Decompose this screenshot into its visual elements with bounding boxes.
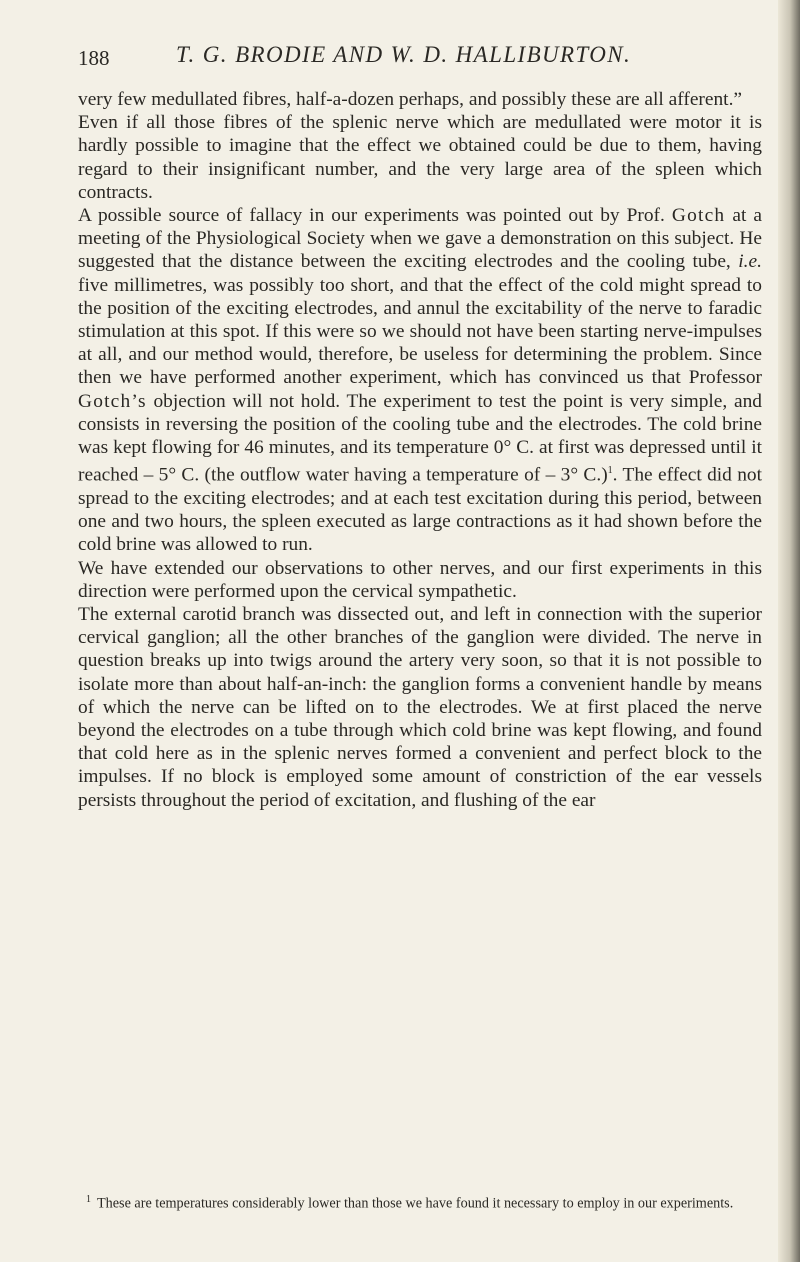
author-name-gotch: Gotch [671, 205, 726, 227]
footnote-text: These are temperatures considerably lower than those we have found it necessary to employ in our experiments. [97, 1195, 734, 1212]
body-text [78, 88, 762, 812]
paragraph-3-part-d: objection will not hold. The experiment to test the point is very simple, and consists in reversing the position of the cooling tube and the electrodes. The cold brine was kept flowing for 46 minutes, and its temperature 0° C. at first was depressed until it reached – 5° C. (the outflow water having a temperature of – 3° C.) [78, 390, 762, 486]
paragraph-3-part-e: . The effect did not spread to the exciting electrodes; and at each test excitation during this period, between one and two hours, the spleen executed as large contractions as it had shown before the cold brine was allowed to run. [78, 464, 762, 556]
paragraph-2: Even if all those fibres of the splenic nerve which are medullated were motor it is hardly possible to imagine that the effect we obtained could be due to them, having regard to their insignificant number, and the very large area of the spleen which contracts. [78, 112, 762, 203]
paragraph-4: We have extended our observations to other nerves, and our first experiments in this direction were performed upon the cervical sympathetic. [78, 557, 762, 602]
author-name-gotchs: Gotch’s [78, 390, 147, 412]
page-header [78, 42, 758, 78]
page-edge-shadow [778, 0, 800, 1262]
footnote-marker: 1 [86, 1194, 91, 1205]
page-number: 188 [78, 46, 110, 70]
paragraph-1: very few medullated fibres, half-a-dozen perhaps, and possibly these are all afferent.” [78, 89, 743, 110]
running-title: T. G. BRODIE AND W. D. HALLIBURTON. [176, 42, 632, 67]
paragraph-3-part-c: five millimetres, was possibly too short, and that the effect of the cold might spread to the position of the exciting electrodes, and annul the excitability of the nerve to faradic stimulation at this spot. If this were so we should not have been starting nerve-impulses at all, and our method would, therefore, be useless for determining the problem. Since then we have performed another experiment, which has convinced us that Professor [78, 274, 762, 389]
footnote-reference: 1 [607, 465, 613, 477]
footnote [78, 1190, 762, 1214]
paragraph-3-part-a: A possible source of fallacy in our experiments was pointed out by Prof. [78, 205, 665, 227]
abbreviation-ie: i.e. [738, 251, 762, 273]
paragraph-3 [78, 204, 762, 557]
paragraph-5: The external carotid branch was dissected out, and left in connection with the superior cervical ganglion; all the other branches of the ganglion were divided. The nerve in question breaks up into twigs around the artery very soon, so that it is not possible to isolate more than about half-an-inch: the ganglion forms a convenient handle by means of which the nerve can be lifted on to the electrodes. We at first placed the nerve beyond the electrodes on a tube through which cold brine was kept flowing, and found that cold here as in the splenic nerves formed a convenient and perfect block to the impulses. If no block is employed some amount of constriction of the ear vessels persists throughout the period of excitation, and flushing of the ear [78, 603, 762, 811]
paragraph-3-part-b: at a meeting of the Physiological Society when we gave a demonstration on this subject. He suggested that the distance between the exciting electrodes and the cooling tube, [78, 205, 762, 273]
